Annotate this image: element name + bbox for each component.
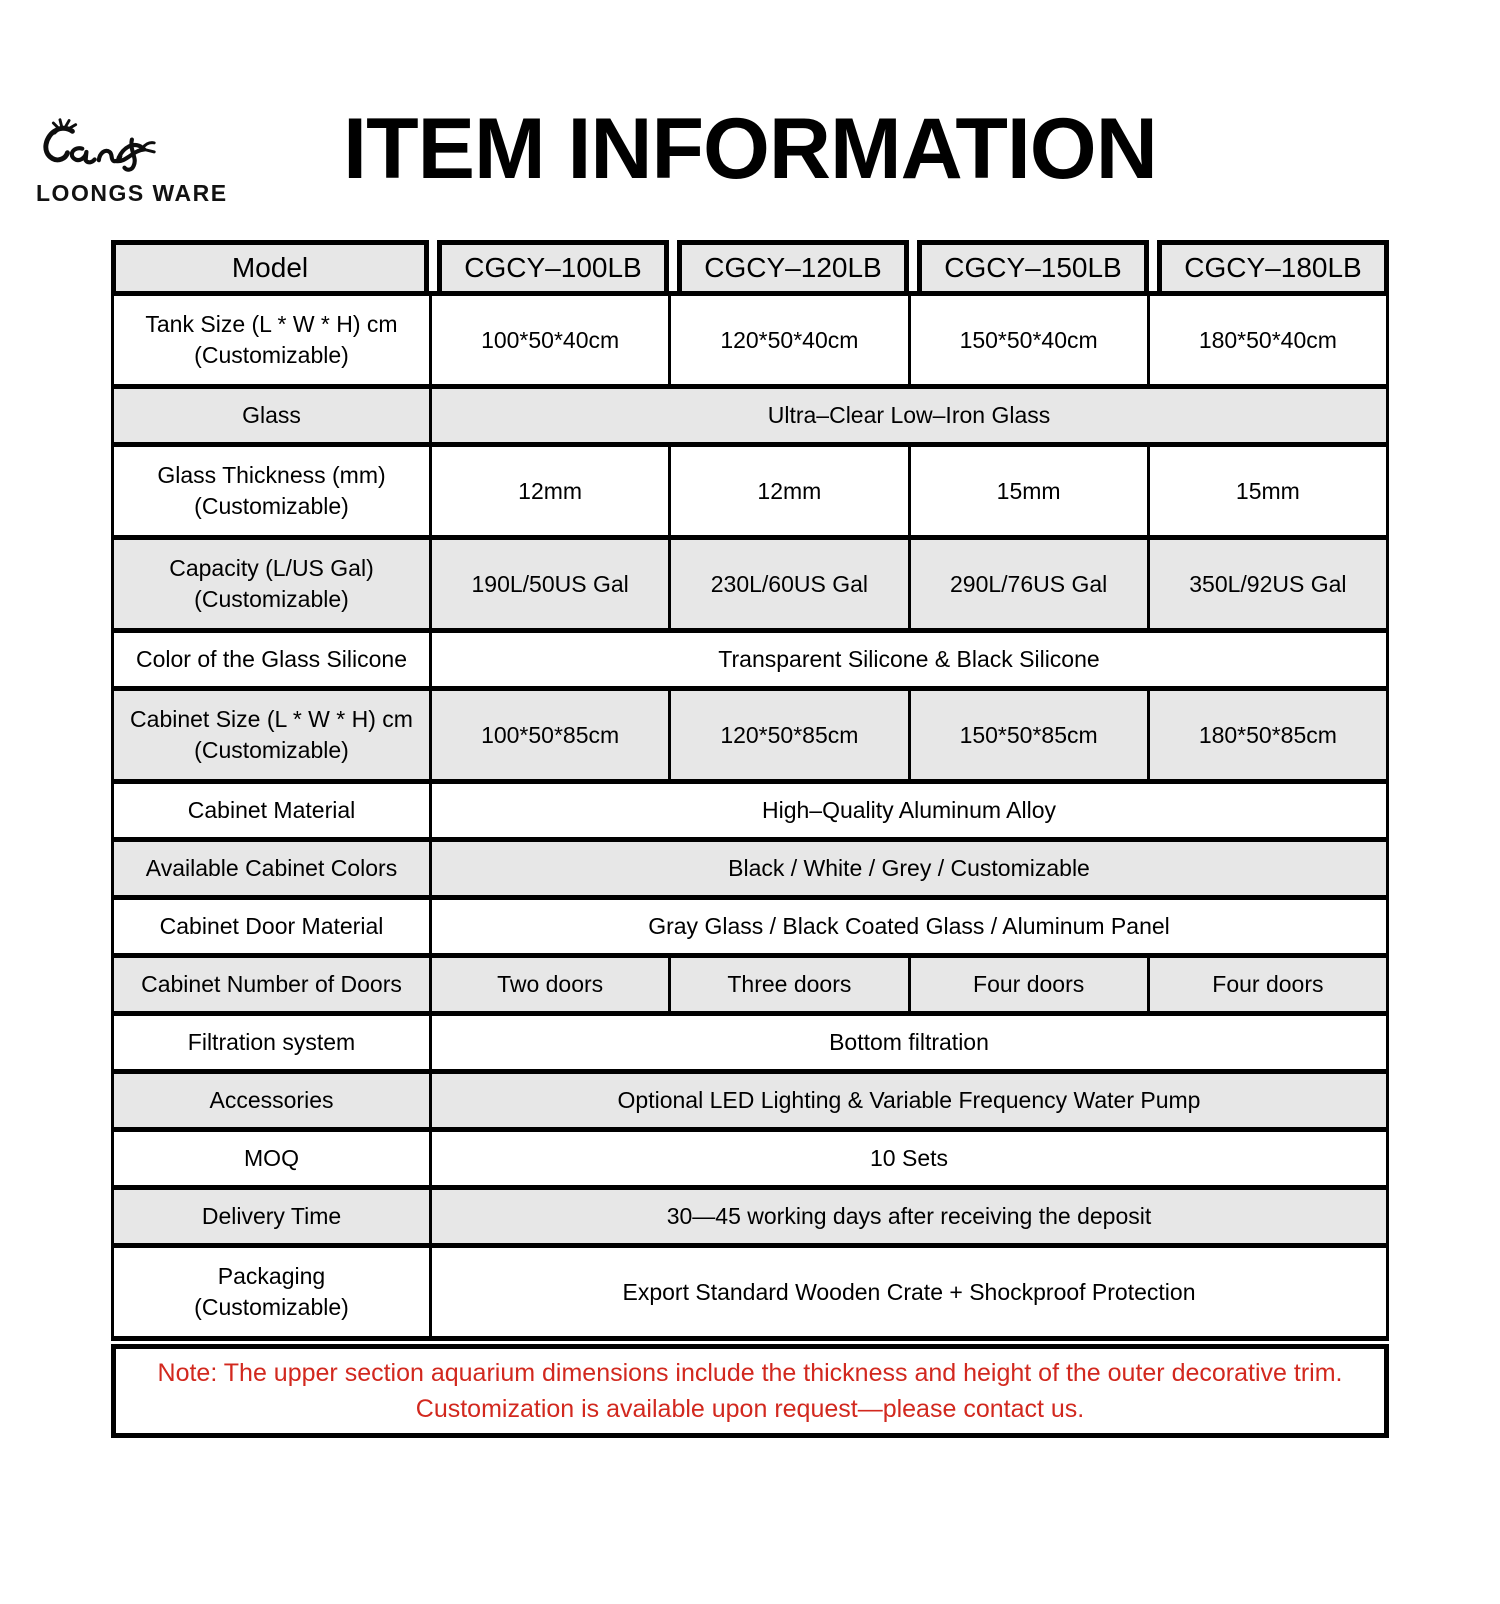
row-span-value-cell: 30—45 working days after receiving the deposit [431,1188,1388,1246]
table-row [113,294,1388,387]
row-value-cell: 180*50*85cm [1148,689,1387,782]
row-span-value-cell: Ultra–Clear Low–Iron Glass [431,387,1388,445]
row-value-cell: 100*50*85cm [431,689,670,782]
row-span-value-cell: 10 Sets [431,1130,1388,1188]
row-span-value-cell: Black / White / Grey / Customizable [431,840,1388,898]
brand-wordmark: LOONGS WARE [36,180,228,206]
row-label-cell [113,294,431,387]
table-row [113,445,1388,538]
row-label-line: Cabinet Door Material [159,913,384,940]
row-value-cell: 150*50*85cm [909,689,1148,782]
row-span-value-cell: Transparent Silicone & Black Silicone [431,631,1388,689]
note-box [111,1344,1389,1438]
model-header-cell: CGCY–120LB [677,240,909,296]
table-row [113,1072,1388,1130]
row-value-cell: 120*50*40cm [670,294,909,387]
row-label-cell [113,782,431,840]
note-line: Customization is available upon request—please contact us. [415,1395,1085,1424]
row-label-cell [113,689,431,782]
row-label-line: Cabinet Number of Doors [141,971,402,998]
row-label-line: MOQ [244,1145,299,1172]
table-row [113,689,1388,782]
brand-logo [36,116,246,207]
row-value-cell: 180*50*40cm [1148,294,1387,387]
row-value-cell: Three doors [670,956,909,1014]
row-value-cell: Four doors [909,956,1148,1014]
row-label-line: (Customizable) [194,586,349,613]
row-value-cell: 100*50*40cm [431,294,670,387]
row-label-cell [113,445,431,538]
row-label-cell [113,1188,431,1246]
table-row [113,387,1388,445]
row-value-cell: Two doors [431,956,670,1014]
row-label-cell [113,631,431,689]
row-label-line: Filtration system [187,1029,356,1056]
dragon-logo-icon [36,116,160,178]
spec-sheet [111,240,1389,1438]
table-row [113,898,1388,956]
table-row [113,840,1388,898]
spec-table [111,291,1389,1341]
row-label-cell [113,538,431,631]
row-span-value-cell: High–Quality Aluminum Alloy [431,782,1388,840]
row-label-line: Tank Size (L * W * H) cm [145,311,398,338]
row-label-line: Glass [242,402,301,429]
row-value-cell: Four doors [1148,956,1387,1014]
row-span-value-cell: Export Standard Wooden Crate + Shockproof Protection [431,1246,1388,1339]
row-label-line: Accessories [209,1087,334,1114]
row-label-cell [113,840,431,898]
row-label-line: (Customizable) [194,493,349,520]
row-label-cell [113,898,431,956]
note-line: Note: The upper section aquarium dimensions include the thickness and height of the outer decorative trim. [157,1359,1343,1388]
row-label-cell [113,1246,431,1339]
model-header-cell: CGCY–180LB [1157,240,1389,296]
row-value-cell: 12mm [670,445,909,538]
row-value-cell: 120*50*85cm [670,689,909,782]
row-value-cell: 190L/50US Gal [431,538,670,631]
row-label-cell [113,1014,431,1072]
row-value-cell: 12mm [431,445,670,538]
row-span-value-cell: Optional LED Lighting & Variable Frequency Water Pump [431,1072,1388,1130]
page-title: ITEM INFORMATION [343,101,1157,197]
model-header-label-cell: Model [111,240,429,296]
model-header-row [111,240,1389,296]
row-label-line: (Customizable) [194,342,349,369]
row-label-line: Packaging [217,1263,326,1290]
row-value-cell: 150*50*40cm [909,294,1148,387]
table-row [113,782,1388,840]
row-label-line: Color of the Glass Silicone [135,646,407,673]
table-row [113,631,1388,689]
row-value-cell: 350L/92US Gal [1148,538,1387,631]
row-label-line: Capacity (L/US Gal) [169,555,374,582]
table-row [113,1188,1388,1246]
row-label-line: Delivery Time [201,1203,342,1230]
table-row [113,1130,1388,1188]
row-label-line: Cabinet Material [187,797,356,824]
row-label-cell [113,1130,431,1188]
row-value-cell: 230L/60US Gal [670,538,909,631]
model-header-cell: CGCY–100LB [437,240,669,296]
row-label-line: Cabinet Size (L * W * H) cm [130,706,413,733]
row-span-value-cell: Gray Glass / Black Coated Glass / Aluminum Panel [431,898,1388,956]
table-row [113,1014,1388,1072]
table-row [113,956,1388,1014]
row-label-line: (Customizable) [194,737,349,764]
table-row [113,538,1388,631]
row-value-cell: 290L/76US Gal [909,538,1148,631]
table-row [113,1246,1388,1339]
row-label-line: (Customizable) [194,1294,349,1321]
row-span-value-cell: Bottom filtration [431,1014,1388,1072]
model-header-cell: CGCY–150LB [917,240,1149,296]
row-value-cell: 15mm [909,445,1148,538]
row-label-cell [113,387,431,445]
row-label-cell [113,956,431,1014]
row-label-cell [113,1072,431,1130]
row-label-line: Glass Thickness (mm) [157,462,386,489]
row-value-cell: 15mm [1148,445,1387,538]
row-label-line: Available Cabinet Colors [145,855,398,882]
